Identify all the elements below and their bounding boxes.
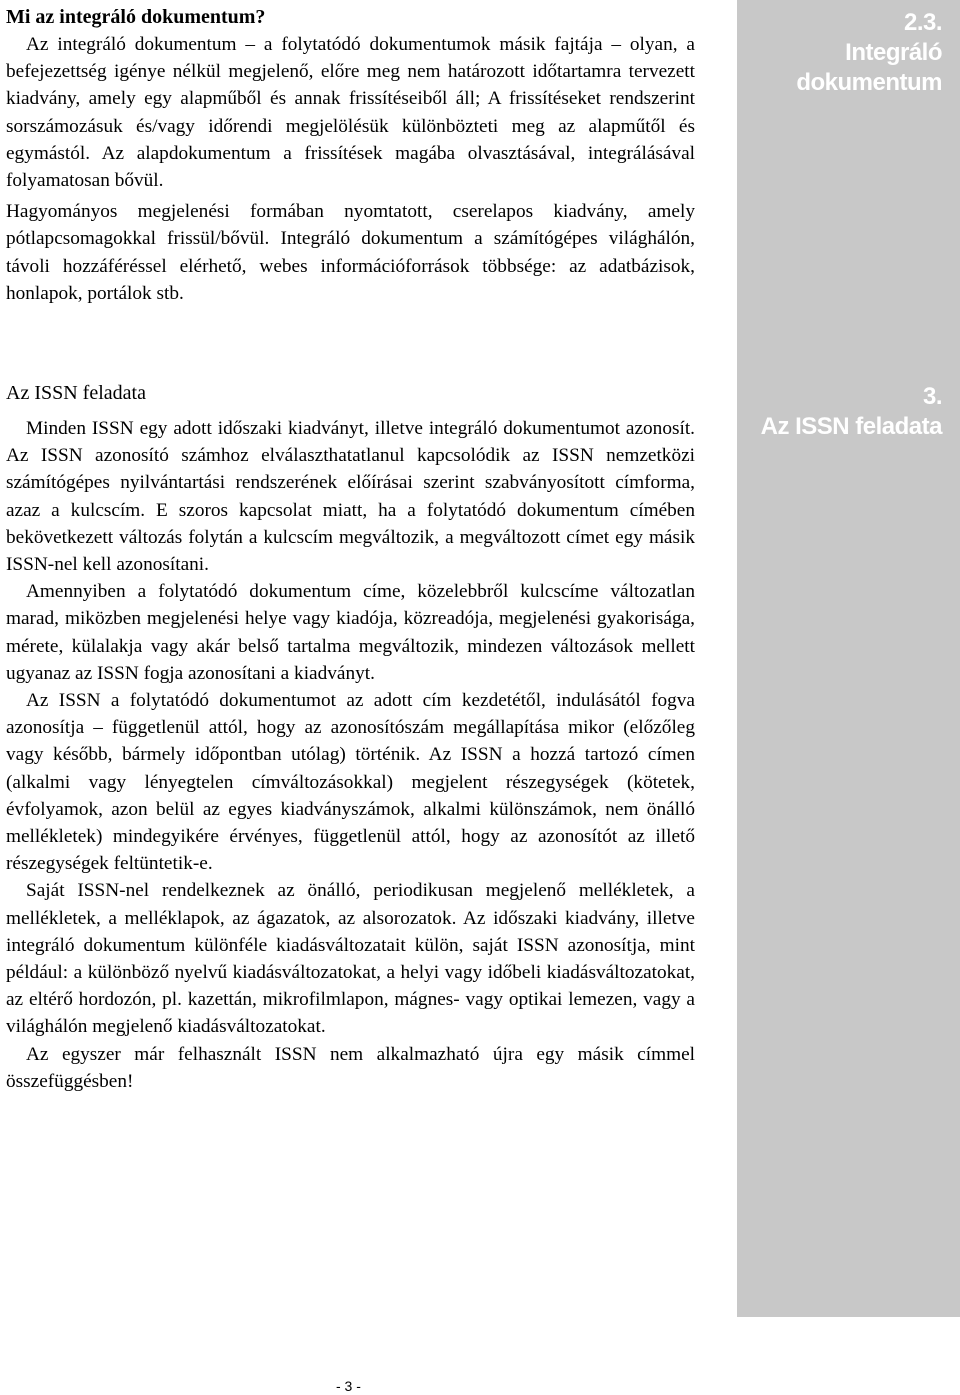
paragraph: Az ISSN a folytatódó dokumentumot az adott cím kezdetétől, indulásától fogva azonosítja – függetlenül attól, hogy az azonosítószám megállapítása mikor (előzőleg vagy később, bármely időpontban utólag) történik. Az ISSN a hozzá tartozó címen (alkalmi vagy lényegtelen címváltozásokkal) megjelent részegységek (kötetek, évfolyamok, azon belül az egyes kiadványszámok, alkalmi különszámok, nem önálló mellékletek) mindegyikére érvényes, függetlenül attól, hogy az azonosítót az illető részegységek feltüntetik-e.: [6, 690, 695, 875]
paragraph: Az integráló dokumentum – a folytatódó dokumentumok másik fajtája – olyan, a befejezettség igénye nélkül megjelenő, előre meg nem határozott időtartamra tervezett kiadvány, amely egy alapműből és annak frissítéseiből áll; A frissítéseket rendszerint sorszámozásuk és/vagy időrendi megjelölésük különbözteti meg az alapműtől és egymástól. Az alapdokumentum a frissítések magába olvasztásával, integrálásával folyamatosan bővül.: [6, 34, 695, 192]
side-label-section-3: [737, 382, 942, 442]
paragraph: Hagyományos megjelenési formában nyomtatott, cserelapos kiadvány, amely pótlapcsomagokkal frissül/bővül. Integráló dokumentum a számítógépes világhálón, távoli hozzáféréssel elérhető, webes információforrások többsége: az adatbázisok, honlapok, portálok stb.: [6, 201, 695, 304]
paragraph: Amennyiben a folytatódó dokumentum címe, közelebbről kulcscíme változatlan marad, miközben megjelenési helye vagy kiadója, közreadója, megjelenési gyakorisága, mérete, külalakja vagy akár belső tartalma megváltozik, mindezen változások mellett ugyanaz az ISSN fogja azonosítani a kiadványt.: [6, 581, 695, 684]
sidebar-band: [737, 0, 960, 1317]
side-number: 2.3.: [903, 9, 942, 36]
side-number: 3.: [922, 383, 942, 410]
section-issn-feladata: [6, 380, 695, 1095]
side-title: Integráló: [845, 39, 942, 66]
paragraph: Minden ISSN egy adott időszaki kiadványt, illetve integráló dokumentumot azonosít. Az ISSN azonosító számhoz elválaszthatatlanul kapcsolódik az ISSN nemzetközi számítógépes nyilvántartási rendszerének előírásai szerint szabványosított címforma, azaz a kulcscím. E szoros kapcsolat miatt, ha a folytatódó dokumentum címében bekövetkezett változás folytán a kulcscím megváltozik, a megváltozott címet egy másik ISSN-nel kell azonosítani.: [6, 418, 695, 576]
side-label-section-2-3: [737, 8, 942, 98]
page-number: - 3 -: [336, 1378, 361, 1394]
section-integralo-dokumentum: [6, 4, 695, 307]
section-heading: Mi az integráló dokumentum?: [6, 6, 266, 28]
side-title: Az ISSN feladata: [760, 413, 942, 440]
section-heading: Az ISSN feladata: [6, 382, 146, 404]
paragraph: Az egyszer már felhasznált ISSN nem alkalmazható újra egy másik címmel összefüggésben!: [6, 1043, 695, 1092]
side-title: dokumentum: [796, 69, 942, 96]
paragraph: Saját ISSN-nel rendelkeznek az önálló, periodikusan megjelenő mellékletek, a mellékletek, a melléklapok, az ágazatok, az alsorozatok. Az időszaki kiadvány, illetve integráló dokumentum különféle kiadásváltozatait külön, saját ISSN azonosítja, mint például: a különböző nyelvű kiadásváltozatokat, a helyi vagy időbeli kiadásváltozatokat, az eltérő hordozón, pl. kazettán, mikrofilmlapon, mágnes- vagy optikai lemezen, vagy a világhálón megjelenő kiadásváltozatokat.: [6, 880, 695, 1038]
